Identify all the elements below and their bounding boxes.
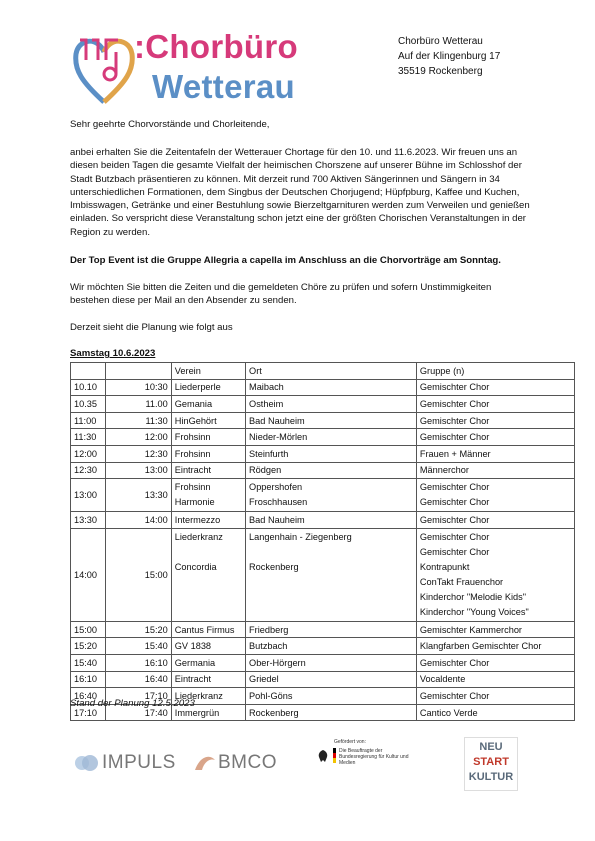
end-time-cell: 12:00	[106, 429, 172, 446]
chorbuero-logo	[72, 24, 298, 110]
table-row	[71, 429, 575, 446]
gruppe-cell: Gemischter Chor	[416, 396, 574, 413]
gruppe-cell: Frauen + Männer	[416, 445, 574, 462]
gruppe-line: ConTakt Frauenchor	[419, 576, 504, 587]
verein-line: Frohsinn	[174, 482, 211, 493]
gruppe-cell: Männerchor	[416, 462, 574, 479]
impuls-circles-icon	[74, 752, 100, 774]
end-time-cell: 13:00	[106, 462, 172, 479]
highlight-paragraph: Der Top Event ist die Gruppe Allegria a capella im Anschluss an die Chorvorträge am Sonntag.	[70, 255, 501, 266]
start-time-cell: 12:30	[71, 462, 106, 479]
bmco-text: BMCO	[218, 752, 277, 773]
impuls-text: IMPULS	[102, 752, 176, 773]
ort-cell	[246, 479, 417, 512]
bkm-text: Die Beauftragte der Bundesregierung für Kultur und Medien	[339, 748, 409, 766]
funded-by-label: Gefördert von:	[334, 739, 366, 745]
verein-cell: HinGehört	[171, 412, 245, 429]
start-time-cell: 10.35	[71, 396, 106, 413]
end-time-cell: 15:20	[106, 621, 172, 638]
column-header: Gruppe (n)	[416, 363, 574, 380]
verein-line: Harmonie	[174, 497, 215, 508]
verein-line	[175, 605, 242, 620]
start-time-cell: 15:00	[71, 621, 106, 638]
verein-cell: Eintracht	[171, 671, 245, 688]
start-time-cell: 15:40	[71, 654, 106, 671]
verein-cell: Germania	[171, 654, 245, 671]
request-paragraph: Wir möchten Sie bitten die Zeiten und die gemeldeten Chöre zu prüfen und sofern Unstimmigkeiten bestehen diese per Mail an den Absender zu senden.	[70, 282, 492, 307]
ort-line	[249, 545, 413, 560]
ort-line: Oppershofen	[249, 482, 303, 493]
start-time-cell: 10.10	[71, 379, 106, 396]
bmco-logo	[192, 752, 277, 774]
ort-cell: Griedel	[246, 671, 417, 688]
table-row	[71, 671, 575, 688]
bmco-swirl-icon	[192, 752, 218, 774]
end-time-cell: 16:10	[106, 654, 172, 671]
ort-cell: Ober-Hörgern	[246, 654, 417, 671]
table-row	[71, 396, 575, 413]
table-row	[71, 462, 575, 479]
verein-line	[175, 590, 242, 605]
ort-cell: Bad Nauheim	[246, 512, 417, 529]
neustart-kultur-logo	[464, 737, 518, 791]
gruppe-cell: Gemischter Kammerchor	[416, 621, 574, 638]
address-line: Chorbüro Wetterau	[398, 36, 483, 47]
end-time-cell: 12:30	[106, 445, 172, 462]
verein-cell: GV 1838	[171, 638, 245, 655]
ort-cell	[246, 528, 417, 621]
table-row	[71, 445, 575, 462]
schedule-title: Samstag 10.6.2023	[70, 348, 156, 359]
verein-line	[175, 545, 242, 560]
table-header-row	[71, 363, 575, 380]
end-time-cell: 10:30	[106, 379, 172, 396]
verein-cell	[171, 479, 245, 512]
gruppe-line: Gemischter Chor	[419, 546, 490, 557]
verein-cell: Eintracht	[171, 462, 245, 479]
logo-line2: Wetterau	[152, 68, 295, 105]
table-row	[71, 621, 575, 638]
end-time-cell: 13:30	[106, 479, 172, 512]
gruppe-cell: Cantico Verde	[416, 704, 574, 721]
start-time-cell: 16:40	[71, 688, 106, 705]
gruppe-line: Kinderchor "Melodie Kids"	[419, 591, 526, 602]
heart-music-logo-icon	[72, 30, 136, 106]
ort-cell: Pohl-Göns	[246, 688, 417, 705]
ort-cell: Steinfurth	[246, 445, 417, 462]
ort-line	[249, 575, 413, 590]
start-time-cell: 11:30	[71, 429, 106, 446]
gruppe-cell: Gemischter Chor	[416, 412, 574, 429]
neustart-line: NEU	[479, 741, 503, 753]
end-time-cell: 14:00	[106, 512, 172, 529]
table-row	[71, 654, 575, 671]
ort-line	[249, 605, 413, 620]
table-row	[71, 638, 575, 655]
impuls-logo	[74, 752, 176, 774]
ort-cell: Ostheim	[246, 396, 417, 413]
intro-paragraph: anbei erhalten Sie die Zeitentafeln der Wetterauer Chortage für den 10. und 11.6.2023. Wir freuen uns an diesen beiden Tagen die gesamte Vielfalt der heimischen Chorszene auf unserer Bühne im Schlosshof der Stadt Butzbach präsentieren zu können. Mit derzeit rund 700 Aktiven Sängerinnen und Sängern in 34 unterschiedlichen Formationen, dem Singbus der Deutschen Chorjugend; Hüpfpburg, Kaffee und Kuchen, Imbisswagen, Getränke und einer Bestuhlung sowie Bierzeltgarnituren werden zum Verweilen und genießen einladen. So verspricht diese Veranstaltung schon jetzt eine der größten Chorischen Veranstaltungen in der Region zu werden.	[70, 147, 530, 238]
ort-cell: Rockenberg	[246, 704, 417, 721]
ort-line	[249, 590, 413, 605]
end-time-cell: 16:40	[106, 671, 172, 688]
address-line: Auf der Klingenburg 17	[398, 51, 501, 62]
planning-status-note: Stand der Planung 12.5.2023	[70, 698, 195, 709]
table-row	[71, 528, 575, 621]
gruppe-cell: Gemischter Chor	[416, 379, 574, 396]
start-time-cell: 12:00	[71, 445, 106, 462]
schedule-table	[70, 362, 575, 721]
verein-cell: Liederkranz	[171, 688, 245, 705]
gruppe-line: Kinderchor "Young Voices"	[419, 606, 529, 617]
planning-intro: Derzeit sieht die Planung wie folgt aus	[70, 322, 233, 333]
verein-cell	[171, 528, 245, 621]
federal-eagle-icon	[316, 748, 330, 766]
gruppe-line: Gemischter Chor	[419, 531, 490, 542]
ort-cell: Maibach	[246, 379, 417, 396]
gruppe-line: Gemischter Chor	[419, 482, 490, 493]
ort-line: Langenhain - Ziegenberg	[249, 531, 352, 542]
start-time-cell: 16:10	[71, 671, 106, 688]
logo-line1: :Chorbüro	[134, 28, 298, 65]
sender-address	[398, 34, 500, 79]
table-row	[71, 512, 575, 529]
gruppe-cell: Gemischter Chor	[416, 429, 574, 446]
end-time-cell: 17:40	[106, 704, 172, 721]
gruppe-cell	[416, 528, 574, 621]
gruppe-cell	[416, 479, 574, 512]
start-time-cell: 15:20	[71, 638, 106, 655]
end-time-cell: 15:40	[106, 638, 172, 655]
start-time-cell: 13:00	[71, 479, 106, 512]
verein-cell: Cantus Firmus	[171, 621, 245, 638]
gruppe-cell: Gemischter Chor	[416, 688, 574, 705]
end-time-cell: 11:30	[106, 412, 172, 429]
column-header: Ort	[246, 363, 417, 380]
column-header	[71, 363, 106, 380]
ort-line: Rockenberg	[249, 561, 299, 572]
end-time-cell: 17:10	[106, 688, 172, 705]
verein-cell: Intermezzo	[171, 512, 245, 529]
bkm-logo	[316, 739, 436, 766]
end-time-cell: 15:00	[106, 528, 172, 621]
verein-line: Concordia	[174, 561, 217, 572]
ort-cell: Bad Nauheim	[246, 412, 417, 429]
column-header: Verein	[171, 363, 245, 380]
neustart-line: START	[473, 756, 509, 768]
ort-cell: Rödgen	[246, 462, 417, 479]
salutation: Sehr geehrte Chorvorstände und Chorleitende,	[70, 119, 270, 130]
column-header	[106, 363, 172, 380]
neustart-line: KULTUR	[468, 771, 514, 783]
verein-cell: Immergrün	[171, 704, 245, 721]
end-time-cell: 11.00	[106, 396, 172, 413]
ort-cell: Friedberg	[246, 621, 417, 638]
verein-line: Liederkranz	[174, 531, 223, 542]
table-row	[71, 412, 575, 429]
ort-cell: Butzbach	[246, 638, 417, 655]
start-time-cell: 11:00	[71, 412, 106, 429]
verein-line	[175, 575, 242, 590]
verein-cell: Frohsinn	[171, 429, 245, 446]
start-time-cell: 17:10	[71, 704, 106, 721]
ort-cell: Nieder-Mörlen	[246, 429, 417, 446]
verein-cell: Liederperle	[171, 379, 245, 396]
address-line: 35519 Rockenberg	[398, 66, 483, 77]
verein-cell: Gemania	[171, 396, 245, 413]
gruppe-cell: Gemischter Chor	[416, 654, 574, 671]
gruppe-cell: Gemischter Chor	[416, 512, 574, 529]
table-row	[71, 479, 575, 512]
start-time-cell: 13:30	[71, 512, 106, 529]
schedule-body	[71, 379, 575, 721]
ort-line: Froschhausen	[249, 497, 308, 508]
start-time-cell: 14:00	[71, 528, 106, 621]
gruppe-line: Kontrapunkt	[419, 561, 470, 572]
table-row	[71, 379, 575, 396]
gruppe-cell: Klangfarben Gemischter Chor	[416, 638, 574, 655]
verein-cell: Frohsinn	[171, 445, 245, 462]
gruppe-line: Gemischter Chor	[419, 497, 490, 508]
gruppe-cell: Vocaldente	[416, 671, 574, 688]
